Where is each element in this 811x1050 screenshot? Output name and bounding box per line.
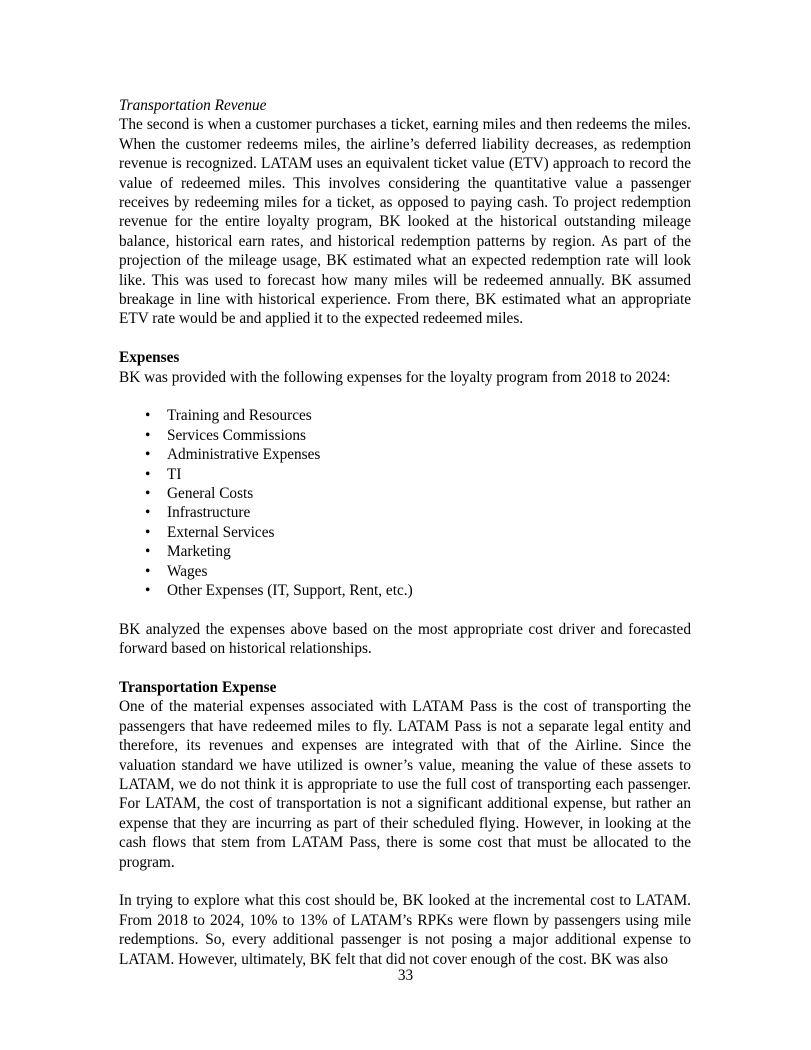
list-item bbox=[119, 426, 691, 445]
expenses-heading: Expenses bbox=[119, 349, 180, 367]
list-item-label: Training and Resources bbox=[167, 407, 312, 425]
list-item bbox=[119, 523, 691, 542]
list-item bbox=[119, 465, 691, 484]
bullet-icon: • bbox=[145, 465, 151, 483]
list-item-label: Infrastructure bbox=[167, 504, 251, 522]
spacer bbox=[119, 329, 691, 348]
bullet-icon: • bbox=[145, 426, 151, 444]
spacer bbox=[119, 872, 691, 891]
bullet-icon: • bbox=[145, 504, 151, 522]
bullet-icon: • bbox=[145, 485, 151, 503]
transportation-expense-paragraph-1: One of the material expenses associated with LATAM Pass is the cost of transporting the passengers that have redeemed miles to fly. LATAM Pass is not a separate legal entity and therefore, its revenues and expenses are integrated with that of the Airline. Since the valuation standard we have utilized is owner’s value, meaning the value of these assets to LATAM, we do not think it is appropriate to use the full cost of transporting each passenger. For LATAM, the cost of transportation is not a significant additional expense, but rather an expense that they are incurring as part of their scheduled flying. However, in looking at the cash flows that stem from LATAM Pass, there is some cost that must be allocated to the program. bbox=[119, 698, 691, 871]
document-page bbox=[119, 96, 691, 969]
transportation-revenue-paragraph: The second is when a customer purchases a ticket, earning miles and then redeems the miles. When the customer redeems miles, the airline’s deferred liability decreases, as redemption revenue is recognized. LATAM uses an equivalent ticket value (ETV) approach to record the value of redeemed miles. This involves considering the quantitative value a passenger receives by redeeming miles for a ticket, as opposed to paying cash. To project redemption revenue for the entire loyalty program, BK looked at the historical outstanding mileage balance, historical earn rates, and historical redemption patterns by region. As part of the projection of the mileage usage, BK estimated what an expected redemption rate will look like. This was used to forecast how many miles will be redeemed annually. BK assumed breakage in line with historical experience. From there, BK estimated what an appropriate ETV rate would be and applied it to the expected redeemed miles. bbox=[119, 116, 691, 328]
spacer bbox=[119, 387, 691, 406]
bullet-icon: • bbox=[145, 407, 151, 425]
page-number: 33 bbox=[397, 967, 414, 984]
bullet-icon: • bbox=[145, 543, 151, 561]
list-item bbox=[119, 503, 691, 522]
list-item bbox=[119, 406, 691, 425]
list-item-label: Wages bbox=[167, 562, 208, 580]
transportation-expense-heading: Transportation Expense bbox=[119, 678, 277, 696]
expenses-conclusion: BK analyzed the expenses above based on the most appropriate cost driver and forecasted forward based on historical relationships. bbox=[119, 620, 691, 658]
list-item-label: Other Expenses (IT, Support, Rent, etc.) bbox=[167, 581, 413, 599]
list-item-label: Administrative Expenses bbox=[167, 446, 321, 464]
list-item bbox=[119, 542, 691, 561]
list-item bbox=[119, 445, 691, 464]
list-item bbox=[119, 562, 691, 581]
bullet-icon: • bbox=[145, 581, 151, 599]
bullet-icon: • bbox=[145, 523, 151, 541]
spacer bbox=[119, 659, 691, 678]
list-item-label: TI bbox=[167, 465, 182, 483]
list-item bbox=[119, 581, 691, 600]
list-item-label: External Services bbox=[167, 523, 275, 541]
bullet-icon: • bbox=[145, 562, 151, 580]
expenses-intro: BK was provided with the following expenses for the loyalty program from 2018 to 2024: bbox=[119, 368, 671, 386]
spacer bbox=[119, 600, 691, 619]
list-item-label: Services Commissions bbox=[167, 426, 306, 444]
list-item bbox=[119, 484, 691, 503]
expenses-list bbox=[119, 406, 691, 600]
list-item-label: Marketing bbox=[167, 543, 231, 561]
transportation-expense-paragraph-2: In trying to explore what this cost should be, BK looked at the incremental cost to LATAM. From 2018 to 2024, 10% to 13% of LATAM’s RPKs were flown by passengers using mile redemptions. So, every additional passenger is not posing a major additional expense to LATAM. However, ultimately, BK felt that did not cover enough of the cost. BK was also bbox=[119, 892, 691, 968]
transportation-revenue-heading: Transportation Revenue bbox=[119, 97, 267, 114]
bullet-icon: • bbox=[145, 446, 151, 464]
list-item-label: General Costs bbox=[167, 485, 254, 503]
